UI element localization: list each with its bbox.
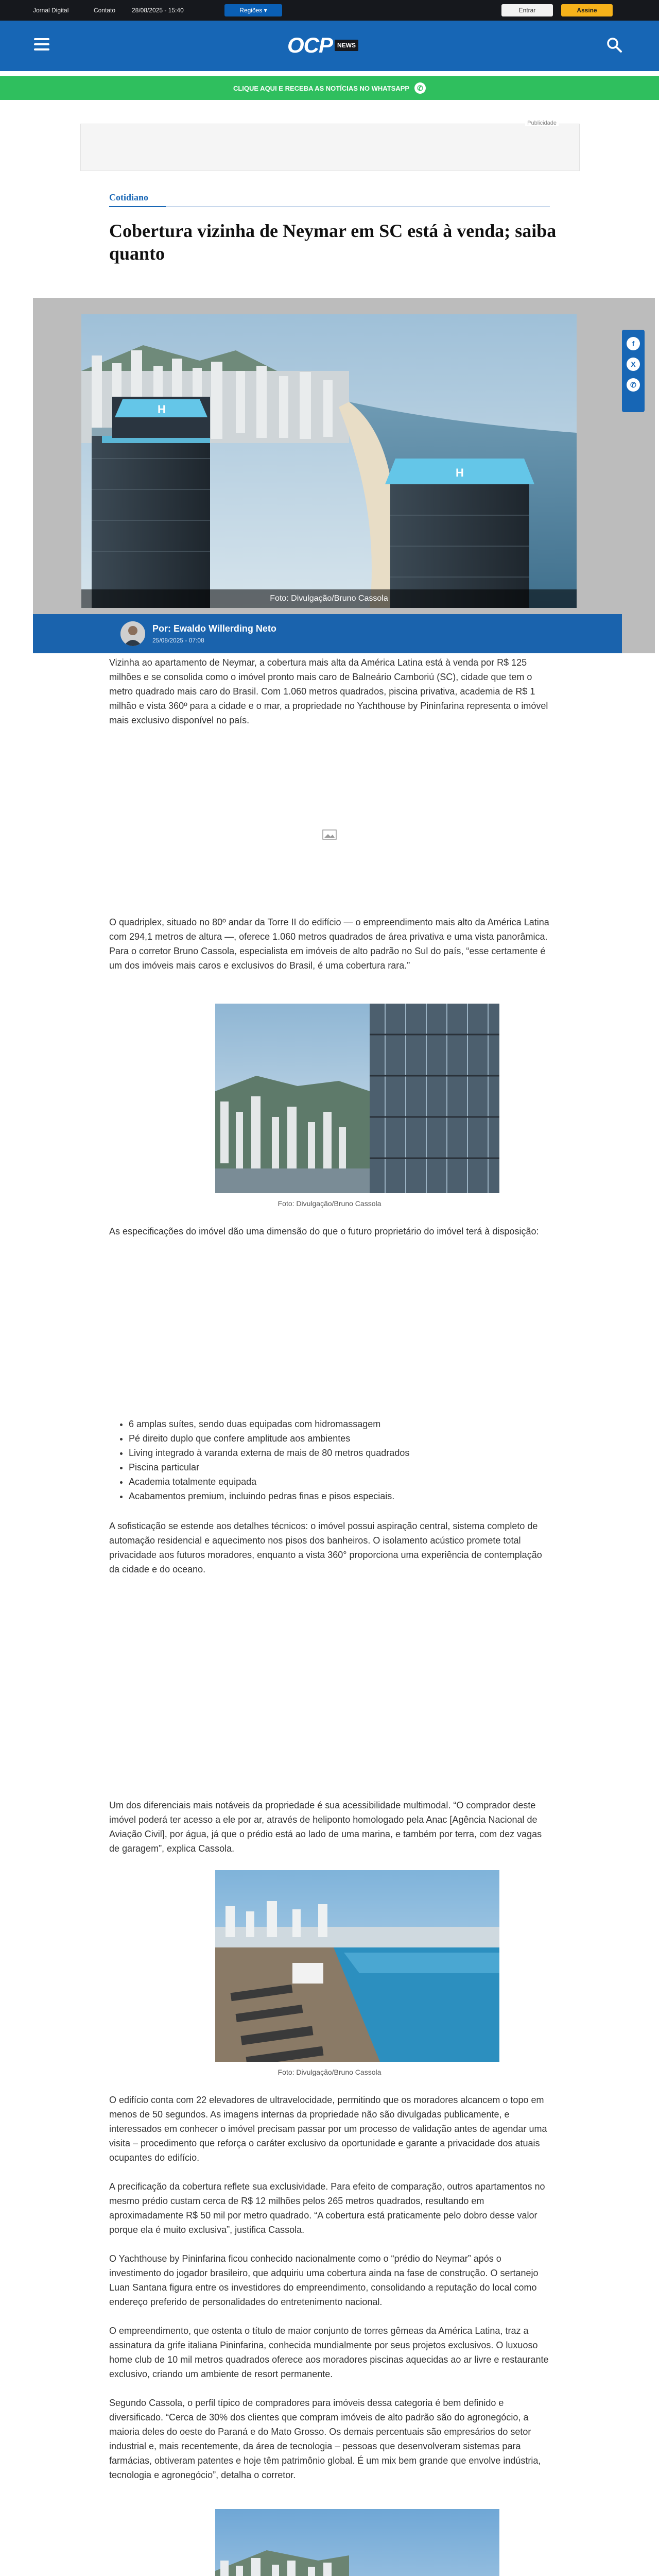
- author-bar: [33, 614, 622, 653]
- hero-image: [81, 314, 577, 608]
- hero-caption: Foto: Divulgação/Bruno Cassola: [81, 589, 577, 608]
- author-name[interactable]: Por: Ewaldo Willerding Neto: [152, 623, 276, 634]
- figure-tower-image: [215, 1004, 499, 1193]
- paragraph-9: O empreendimento, que ostenta o título de maior conjunto de torres gêmeas da América Latina, traz a assinatura da grife italiana Pininfarina, conhecida mundialmente por seus projetos exclusivos. O luxuoso home club de 10 mil metros quadrados oferece aos moradores piscinas aquecidas ao ar livre e restaurante exclusivo, criando um ambiente de resort permanente.: [109, 2326, 549, 2379]
- x-icon[interactable]: X: [627, 358, 640, 371]
- menu-icon[interactable]: [34, 38, 49, 50]
- paragraph-4: A sofisticação se estende aos detalhes técnicos: o imóvel possui aspiração central, sistema completo de automação residencial e aquecimento nos pisos dos banheiros. O isolamento acústico promete total privacidade aos futuros moradores, enquanto a vista 360° proporciona uma experiência de contemplação da cidade e do oceano.: [109, 1521, 542, 1574]
- whatsapp-banner[interactable]: [0, 76, 659, 100]
- link-contato[interactable]: Contato: [94, 7, 116, 14]
- svg-text:H: H: [456, 466, 464, 479]
- regions-label: Regiões: [239, 7, 263, 14]
- author-avatar: [120, 621, 145, 646]
- paragraph-5: Um dos diferenciais mais notáveis da propriedade é sua acessibilidade multimodal. “O comprador deste imóvel poderá ter acesso a ele por ar, através de heliponto homologado pela Anac [Agência Nacional de Aviação Civil], por água, já que o prédio está ao lado de uma marina, e também por terra, com dez vagas de garagem”, explica Cassola.: [109, 1800, 542, 1854]
- figure-pool-image: [215, 1870, 499, 2062]
- figure-caption-2: Foto: Divulgação/Bruno Cassola: [278, 1199, 381, 1208]
- site-header: [0, 21, 659, 71]
- svg-text:H: H: [158, 403, 166, 416]
- logo-text: OCP: [287, 33, 333, 57]
- list-item: • Academia totalmente equipada: [129, 1475, 551, 1489]
- paragraph-8: O Yachthouse by Pininfarina ficou conhecido nacionalmente como o “prédio do Neymar” após o investimento do jogador brasileiro, que adquiriu uma cobertura ainda na fase de construção. O sertanejo Luan Santana figura entre os investidores do empreendimento, consolidando a reputação do local como endereço preferido de personalidades do entretenimento nacional.: [109, 2253, 539, 2307]
- enter-button[interactable]: Entrar: [501, 4, 553, 16]
- site-logo[interactable]: [287, 31, 358, 60]
- search-icon[interactable]: [605, 36, 623, 54]
- article-title: Cobertura vizinha de Neymar em SC está à venda; saiba quanto: [109, 221, 557, 264]
- current-datetime: 28/08/2025 - 15:40: [132, 7, 184, 14]
- figure-caption-3: Foto: Divulgação/Bruno Cassola: [278, 2068, 381, 2076]
- whatsapp-banner-text: CLIQUE AQUI E RECEBA AS NOTÍCIAS NO WHATSAPP: [233, 84, 410, 92]
- features-list: [118, 1417, 551, 1503]
- chevron-down-icon: ▾: [264, 7, 267, 14]
- figure-helipad-image: [215, 2509, 499, 2576]
- list-item: • Living integrado à varanda externa de mais de 80 metros quadrados: [129, 1446, 551, 1460]
- list-item: • Pé direito duplo que confere amplitude aos ambientes: [129, 1431, 551, 1446]
- whatsapp-icon: ✆: [414, 82, 426, 94]
- logo-badge: NEWS: [335, 40, 358, 51]
- share-bar: [622, 330, 645, 412]
- list-item: • Acabamentos premium, incluindo pedras finas e pisos especiais.: [129, 1489, 551, 1503]
- whatsapp-share-icon[interactable]: ✆: [627, 378, 640, 392]
- regions-dropdown[interactable]: [224, 4, 282, 16]
- ad-label: Publicidade: [525, 120, 559, 126]
- link-jornal-digital[interactable]: Jornal Digital: [33, 7, 69, 14]
- paragraph-7: A precificação da cobertura reflete sua exclusividade. Para efeito de comparação, outros apartamentos no mesmo prédio custam cerca de R$ 12 milhões pelos 265 metros quadrados, resultando em aproximadamente R$ 50 mil por metro quadrado. “A cobertura está praticamente pelo dobro desse valor porque ela é muito exclusiva”, justifica Cassola.: [109, 2181, 545, 2235]
- list-item: • 6 amplas suítes, sendo duas equipadas com hidromassagem: [129, 1417, 551, 1431]
- subscribe-button[interactable]: Assine: [561, 4, 613, 16]
- ad-slot[interactable]: [80, 120, 580, 171]
- facebook-icon[interactable]: f: [627, 337, 640, 350]
- paragraph-2: O quadriplex, situado no 80º andar da Torre II do edifício — o empreendimento mais alto da América Latina com 294,1 metros de altura —, oferece 1.060 metros quadrados de área privativa e uma vista panorâmica. Para o corretor Bruno Cassola, especialista em imóveis de alto padrão no Sul do país, “esse certamente é um dos imóveis mais caros e exclusivos do Brasil, é uma cobertura rara.”: [109, 917, 549, 971]
- paragraph-1: Vizinha ao apartamento de Neymar, a cobertura mais alta da América Latina está à venda por R$ 125 milhões e se consolida como o imóvel pronto mais caro de Balneário Camboriú (SC), cidade que tem o metro quadrado mais caro do Brasil. Com 1.060 metros quadrados, piscina privativa, academia de R$ 1 milhão e vista 360º para a cidade e o mar, a propriedade no Yachthouse by Pininfarina representa o imóvel mais exclusivo disponível no país.: [109, 657, 548, 725]
- category-divider: [109, 206, 550, 207]
- paragraph-6: O edifício conta com 22 elevadores de ultravelocidade, permitindo que os moradores alcancem o topo em menos de 50 segundos. As imagens internas da propriedade não são divulgadas publicamente, e interessados em conhecer o imóvel precisam passar por um processo de validação antes de agendar uma visita – procedimento que reforça o caráter exclusivo da oportunidade e garante a privacidade dos atuais ocupantes do edifício.: [109, 2095, 547, 2163]
- paragraph-10: Segundo Cassola, o perfil típico de compradores para imóveis dessa categoria é bem definido e diversificado. “Cerca de 30% dos clientes que compram imóveis de alto padrão são do agronegócio, a maioria deles do oeste do Paraná e do Mato Grosso. Os demais percentuais são empresários do setor industrial e, mais recentemente, da área de tecnologia – pessoas que desenvolveram sistemas para farmácias, obtiveram patentes e hoje têm patrimônio global. É um mix bem grande que envolve indústria, tecnologia e agronegócio”, detalha o corretor.: [109, 2398, 541, 2480]
- article-category[interactable]: Cotidiano: [109, 192, 149, 202]
- image-placeholder-icon: [322, 829, 337, 840]
- publish-date: 25/08/2025 - 07:08: [152, 637, 204, 644]
- paragraph-3: As especificações do imóvel dão uma dimensão do que o futuro proprietário do imóvel terá à disposição:: [109, 1226, 539, 1236]
- top-bar: [0, 0, 659, 21]
- list-item: • Piscina particular: [129, 1460, 551, 1475]
